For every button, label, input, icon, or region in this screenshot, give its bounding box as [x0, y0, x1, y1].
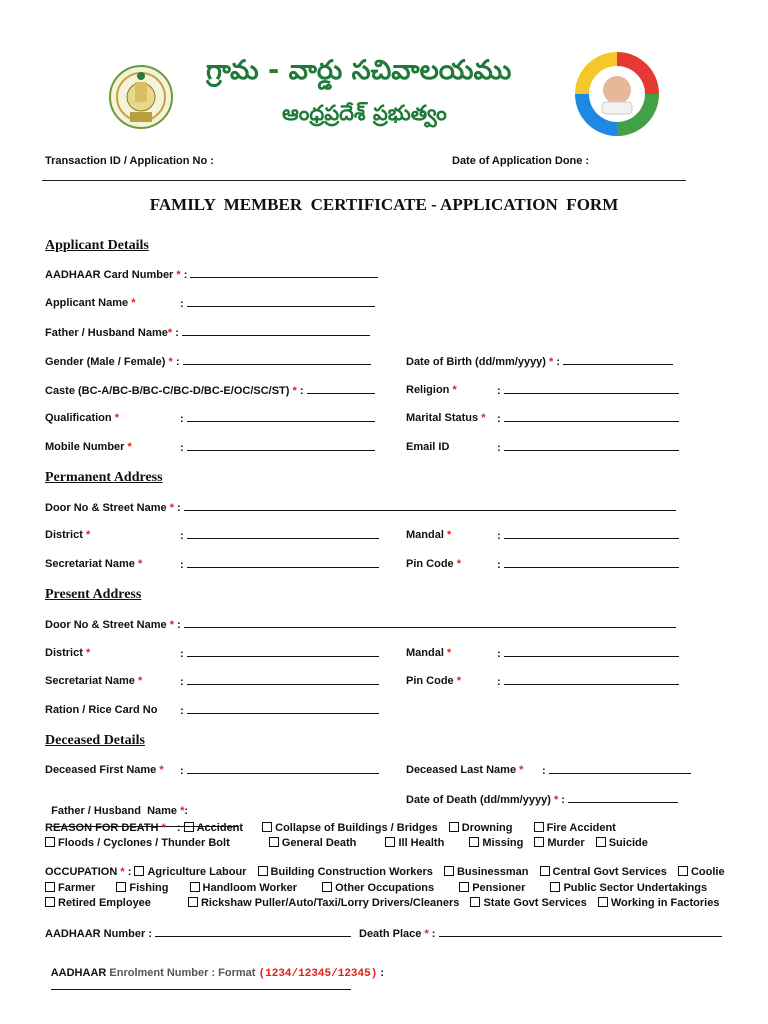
email-label: Email ID — [406, 441, 450, 453]
reason-accident[interactable]: Accident — [184, 822, 243, 834]
checkbox-icon — [540, 866, 550, 876]
deceased-last-name-label: Deceased Last Name * — [406, 764, 524, 776]
checkbox-icon — [459, 882, 469, 892]
checkbox-icon — [262, 822, 272, 832]
reason-collapse[interactable]: Collapse of Buildings / Bridges — [262, 822, 438, 834]
checkbox-icon — [534, 822, 544, 832]
pres-pincode-label: Pin Code * — [406, 675, 462, 687]
checkbox-icon — [470, 897, 480, 907]
header-divider — [42, 180, 686, 181]
deceased-last-name-field: : — [542, 764, 691, 777]
qualification-field: : — [180, 412, 375, 425]
reason-floods[interactable]: Floods / Cyclones / Thunder Bolt — [45, 837, 230, 849]
email-input[interactable] — [504, 441, 679, 451]
occ-handloom[interactable]: Handloom Worker — [190, 882, 298, 894]
gender-input[interactable] — [183, 355, 371, 365]
occ-coolie[interactable]: Coolie — [678, 866, 725, 878]
checkbox-icon — [188, 897, 198, 907]
father-name-field: Father / Husband Name* : — [45, 326, 370, 339]
mobile-field: : — [180, 441, 375, 454]
qualification-label: Qualification * — [45, 412, 119, 424]
caste-field: Caste (BC-A/BC-B/BC-C/BC-D/BC-E/OC/SC/ST) * : — [45, 384, 375, 397]
checkbox-icon — [184, 822, 194, 832]
religion-label: Religion * — [406, 384, 457, 396]
reason-row-2 — [45, 837, 656, 849]
deceased-last-name-input[interactable] — [549, 764, 691, 774]
reason-drowning[interactable]: Drowning — [449, 822, 513, 834]
dod-field: Date of Death (dd/mm/yyyy) * : — [406, 793, 678, 806]
occupation-row-1: OCCUPATION * : Agriculture Labour Building Construction Workers Businessman Central Govt Services Coolie — [45, 866, 725, 878]
occupation-row-3 — [45, 897, 719, 909]
pres-secretariat-label: Secretariat Name * — [45, 675, 143, 687]
perm-district-label: District * — [45, 529, 91, 541]
occ-public-sector[interactable]: Public Sector Undertakings — [550, 882, 707, 894]
perm-secretariat-input[interactable] — [187, 558, 379, 568]
checkbox-icon — [116, 882, 126, 892]
permanent-heading: Permanent Address — [45, 470, 163, 485]
pres-pincode-field: : — [497, 675, 679, 688]
perm-pincode-input[interactable] — [504, 558, 679, 568]
qualification-input[interactable] — [187, 412, 375, 422]
occupation-row-2 — [45, 882, 715, 894]
reason-row-1: REASON FOR DEATH * : Accident Collapse of Buildings / Bridges Drowning Fire Accident — [45, 822, 616, 834]
enrolment-input[interactable] — [51, 980, 351, 990]
marital-input[interactable] — [504, 412, 679, 422]
checkbox-icon — [444, 866, 454, 876]
father-name-input[interactable] — [182, 326, 370, 336]
pres-district-input[interactable] — [187, 647, 379, 657]
checkbox-icon — [45, 882, 55, 892]
applicant-name-label: Applicant Name * — [45, 297, 136, 309]
checkbox-icon — [269, 837, 279, 847]
ration-card-field: : — [180, 704, 379, 717]
pres-district-label: District * — [45, 647, 91, 659]
deceased-first-name-label: Deceased First Name * — [45, 764, 164, 776]
dod-input[interactable] — [568, 793, 678, 803]
perm-secretariat-label: Secretariat Name * — [45, 558, 143, 570]
header-title-telugu: గ్రామ - వార్డు సచివాలయము — [206, 55, 512, 86]
perm-district-input[interactable] — [187, 529, 379, 539]
death-place-field: Death Place * : — [359, 927, 722, 940]
perm-door-input[interactable] — [184, 501, 676, 511]
mobile-input[interactable] — [187, 441, 375, 451]
checkbox-icon — [45, 897, 55, 907]
perm-secretariat-field: : — [180, 558, 379, 571]
pres-secretariat-input[interactable] — [187, 675, 379, 685]
email-field: : — [497, 441, 679, 454]
checkbox-icon — [596, 837, 606, 847]
occ-businessman[interactable]: Businessman — [444, 866, 529, 878]
perm-door-field: Door No & Street Name * : — [45, 501, 676, 514]
aadhaar-card-input[interactable] — [190, 268, 378, 278]
marital-label: Marital Status * — [406, 412, 486, 424]
checkbox-icon — [134, 866, 144, 876]
enrolment-field: AADHAAR Enrolment Number : Format (1234/12345/12345) : — [45, 955, 384, 993]
applicant-heading: Applicant Details — [45, 238, 149, 253]
perm-district-field: : — [180, 529, 379, 542]
ration-card-label: Ration / Rice Card No — [45, 704, 158, 716]
deceased-first-name-field: : — [180, 764, 379, 777]
reason-suicide[interactable]: Suicide — [596, 837, 648, 849]
occ-farmer[interactable]: Farmer — [45, 882, 95, 894]
ap-emblem-logo — [108, 52, 174, 142]
pres-district-field: : — [180, 647, 379, 660]
reason-missing[interactable]: Missing — [469, 837, 523, 849]
occ-other[interactable]: Other Occupations — [322, 882, 434, 894]
checkbox-icon — [190, 882, 200, 892]
perm-mandal-field: : — [497, 529, 679, 542]
reason-ill-health[interactable]: Ill Health — [385, 837, 444, 849]
pres-mandal-input[interactable] — [504, 647, 679, 657]
deceased-aadhaar-input[interactable] — [155, 927, 351, 937]
perm-mandal-label: Mandal * — [406, 529, 452, 541]
reason-murder[interactable]: Murder — [534, 837, 584, 849]
occ-central-govt[interactable]: Central Govt Services — [540, 866, 667, 878]
occ-agriculture-labour[interactable]: Agriculture Labour — [134, 866, 246, 878]
reason-fire-accident[interactable]: Fire Accident — [534, 822, 616, 834]
religion-field: : — [497, 384, 679, 397]
death-place-input[interactable] — [439, 927, 722, 937]
marital-field: : — [497, 412, 679, 425]
checkbox-icon — [678, 866, 688, 876]
dob-field: Date of Birth (dd/mm/yyyy) * : — [406, 355, 673, 368]
pres-pincode-input[interactable] — [504, 675, 679, 685]
checkbox-icon — [534, 837, 544, 847]
occ-fishing[interactable]: Fishing — [116, 882, 168, 894]
pres-door-field: Door No & Street Name * : — [45, 618, 676, 631]
occ-rickshaw[interactable]: Rickshaw Puller/Auto/Taxi/Lorry Drivers/Cleaners — [188, 897, 459, 909]
occ-retired[interactable]: Retired Employee — [45, 897, 151, 909]
occ-factories[interactable]: Working in Factories — [598, 897, 720, 909]
gender-field: Gender (Male / Female) * : — [45, 355, 371, 368]
checkbox-icon — [469, 837, 479, 847]
transaction-id-label: Transaction ID / Application No : — [45, 155, 214, 167]
religion-input[interactable] — [504, 384, 679, 394]
perm-mandal-input[interactable] — [504, 529, 679, 539]
perm-pincode-label: Pin Code * — [406, 558, 462, 570]
occ-state-govt[interactable]: State Govt Services — [470, 897, 586, 909]
occ-building-construction[interactable]: Building Construction Workers — [258, 866, 433, 878]
deceased-first-name-input[interactable] — [187, 764, 379, 774]
checkbox-icon — [385, 837, 395, 847]
pres-mandal-label: Mandal * — [406, 647, 452, 659]
checkbox-icon — [322, 882, 332, 892]
checkbox-icon — [45, 837, 55, 847]
checkbox-icon — [550, 882, 560, 892]
applicant-name-input[interactable] — [187, 297, 375, 307]
occ-pensioner[interactable]: Pensioner — [459, 882, 525, 894]
checkbox-icon — [258, 866, 268, 876]
mobile-label: Mobile Number * — [45, 441, 132, 453]
checkbox-icon — [449, 822, 459, 832]
caste-input[interactable] — [307, 384, 375, 394]
pres-mandal-field: : — [497, 647, 679, 660]
perm-pincode-field: : — [497, 558, 679, 571]
dob-input[interactable] — [563, 355, 673, 365]
pres-door-input[interactable] — [184, 618, 676, 628]
ration-card-input[interactable] — [187, 704, 379, 714]
applicant-name-field: : — [180, 297, 375, 310]
reason-general-death[interactable]: General Death — [269, 837, 357, 849]
deceased-aadhaar-field: AADHAAR Number : — [45, 927, 351, 940]
form-title: FAMILY MEMBER CERTIFICATE - APPLICATION FORM — [149, 195, 619, 214]
deceased-heading: Deceased Details — [45, 733, 145, 748]
navaratnalu-logo — [574, 50, 660, 138]
header-subtitle-telugu: ఆంధ్రప్రదేశ్ ప్రభుత్వం — [282, 101, 447, 125]
aadhaar-card-field: AADHAAR Card Number * : — [45, 268, 378, 281]
date-done-label: Date of Application Done : — [452, 155, 590, 167]
present-heading: Present Address — [45, 587, 142, 602]
deceased-father-field: Father / Husband Name *: — [45, 793, 239, 830]
pres-secretariat-field: : — [180, 675, 379, 688]
checkbox-icon — [598, 897, 608, 907]
